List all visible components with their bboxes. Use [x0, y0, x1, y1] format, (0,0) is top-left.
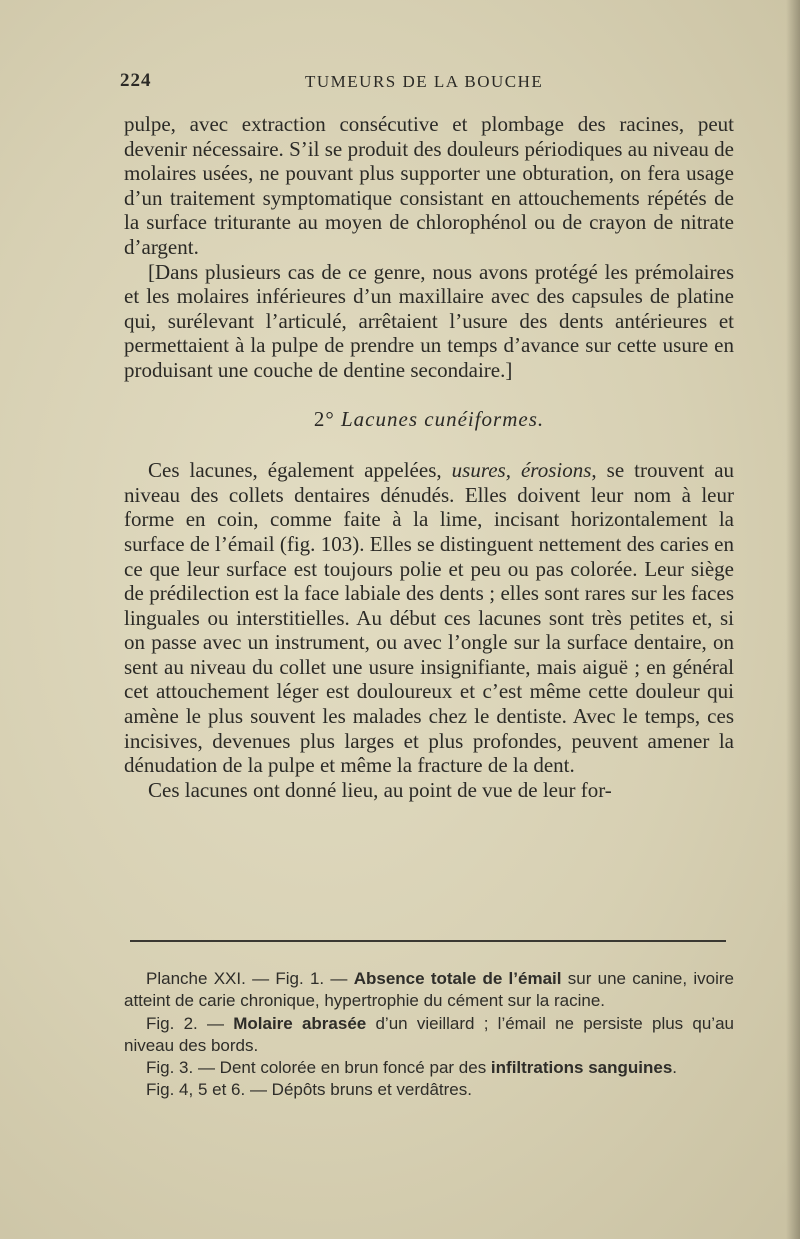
paragraph-2: [Dans plusieurs cas de ce genre, nous avons protégé les prémolaires et les molaires inférieures d’un maxillaire avec des capsules de platine qui, surélevant l’articulé, arrêtaient l’usure des dents antérieures et permettaient à la pulpe de prendre un temps d’avance sur cette usure en produisant une couche de dentine secondaire.] — [124, 259, 734, 382]
paragraph-3-italic: usures, érosions — [451, 458, 592, 483]
caption-fig-1-bold: Absence totale de l’émail — [353, 969, 562, 988]
caption-fig-2 — [124, 1013, 734, 1058]
caption-fig-3-start: Fig. 3. — Dent colorée en brun foncé par des — [146, 1058, 491, 1078]
body-text — [124, 112, 734, 802]
footnote-divider — [130, 940, 726, 942]
caption-fig-2-start: Fig. 2. — — [146, 1013, 234, 1033]
running-title: TUMEURS DE LA BOUCHE — [305, 72, 544, 91]
caption-fig-1-rest: sur une canine, ivoire atteint de carie chronique, hypertrophie du cément sur la racine. — [124, 969, 734, 1011]
page-header — [120, 70, 740, 98]
caption-fig-1-start: Planche XXI. — Fig. 1. — — [146, 969, 354, 988]
paragraph-4: Ces lacunes ont donné lieu, au point de vue de leur for- — [148, 777, 612, 802]
page-number: 224 — [120, 70, 152, 91]
caption-fig-3 — [124, 1057, 734, 1079]
caption-fig-4-6: Fig. 4, 5 et 6. — Dépôts bruns et verdâtres. — [146, 1080, 472, 1100]
caption-fig-2-rest: d’un vieillard ; l’émail ne persiste plus qu’au niveau des bords. — [124, 1013, 734, 1055]
paragraph-3-start: Ces lacunes, également appelées, — [148, 458, 452, 483]
section-heading — [124, 407, 734, 432]
page-edge-shadow — [786, 0, 800, 1239]
caption-fig-3-bold: infiltrations sanguines — [490, 1058, 673, 1078]
caption-fig-2-bold: Molaire abrasée — [233, 1013, 367, 1033]
caption-fig-1 — [124, 968, 734, 1013]
paragraph-1: pulpe, avec extraction consécutive et plombage des racines, peut devenir nécessaire. S’il se produit des douleurs périodiques au niveau de molaires usées, ne pouvant plus supporter une obturation, on fera usage d’un traitement symptomatique consistant en attouchements répétés de la surface triturante au moyen de chlorophénol ou de crayon de nitrate d’argent. — [124, 112, 734, 259]
section-title: Lacunes cunéiformes. — [341, 406, 545, 431]
section-number: 2° — [313, 406, 335, 431]
plate-caption — [124, 968, 734, 1102]
paragraph-3-rest: , se trouvent au niveau des collets dentaires dénudés. Elles doivent leur nom à leur forme en coin, comme faite à la lime, incisant horizontalement la surface de l’émail (fig. 103). Elles se distinguent nettement des caries en ce que leur surface est toujours polie et peu ou pas colorée. Leur siège de prédilection est la face labiale des dents ; elles sont rares sur les faces linguales ou interstitielles. Au début ces lacunes sont très petites et, si on passe avec un instrument, ou avec l’ongle sur la surface dentaire, on sent au niveau du collet une usure insignifiante, mais aiguë ; en général cet attouchement léger est douloureux et c’est même cette douleur qui amène le plus souvent les malades chez le dentiste. Avec le temps, ces incisives, devenues plus larges et plus profondes, peuvent amener la dénudation de la pulpe et même la fracture de la dent. — [124, 458, 735, 778]
paragraph-3 — [124, 458, 734, 778]
caption-fig-3-rest: . — [672, 1058, 678, 1078]
